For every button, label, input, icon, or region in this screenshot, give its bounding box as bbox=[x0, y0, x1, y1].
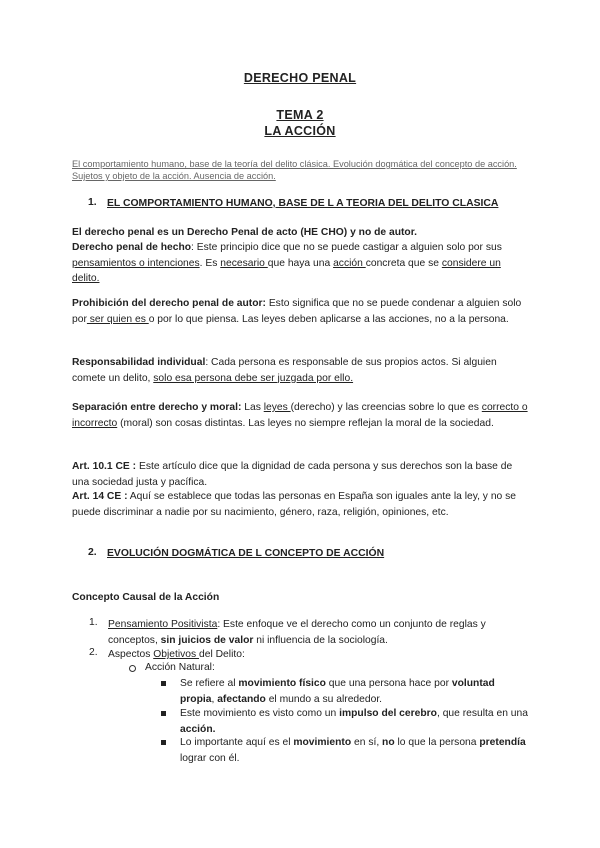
bullet-impulso-cerebro: Este movimiento es visto como un impulso del cerebro, que resulta en una acción. bbox=[180, 708, 528, 735]
term-label: Responsabilidad individual bbox=[72, 357, 206, 368]
term-label: Prohibición del derecho penal de autor: bbox=[72, 298, 266, 309]
section-2-subheading: Concepto Causal de la Acción bbox=[72, 592, 220, 603]
paragraph-derecho-hecho: Derecho penal de hecho: Este principio dice que no se puede castigar a alguien solo por sus pensamientos o intenciones. Es necesario que haya una acción concreta que se considere un delito. bbox=[72, 242, 502, 284]
section-2-number: 2. bbox=[88, 547, 97, 558]
paragraph-art-10: Art. 10.1 CE : Este artículo dice que la dignidad de cada persona y sus derechos son la base de una sociedad justa y pacífica. bbox=[72, 461, 513, 488]
document-title: DERECHO PENAL bbox=[243, 71, 357, 85]
square-bullet-icon bbox=[161, 740, 166, 745]
sub-item-accion-natural: Acción Natural: bbox=[145, 662, 215, 673]
paragraph-art-14: Art. 14 CE : Aquí se establece que todas las personas en España son iguales ante la ley, y no se puede discriminar a nadie por su nacimiento, género, raza, religión, opiniones, etc. bbox=[72, 491, 517, 518]
list-item-aspectos-objetivos: Aspectos Objetivos del Delito: bbox=[108, 649, 245, 660]
section-1-number: 1. bbox=[88, 197, 97, 208]
tema-subtitle: LA ACCIÓN bbox=[264, 124, 336, 138]
section-1-lead: El derecho penal es un Derecho Penal de acto (HE CHO) y no de autor. bbox=[72, 227, 418, 238]
list-item-positivismo: Pensamiento Positivista: Este enfoque ve el derecho como un conjunto de reglas y conceptos, sin juicios de valor ni influencia de la sociología. bbox=[108, 619, 486, 646]
section-1-heading: EL COMPORTAMIENTO HUMANO, BASE DE L A TEORIA DEL DELITO CLASICA bbox=[107, 198, 499, 209]
list-number-2: 2. bbox=[89, 647, 98, 658]
paragraph-responsabilidad: Responsabilidad individual: Cada persona es responsable de sus propios actos. Si alguien comete un delito, solo esa persona debe ser juzgada por ello. bbox=[72, 357, 497, 384]
term-label: Derecho penal de hecho bbox=[72, 242, 192, 253]
bullet-movimiento-importante: Lo importante aquí es el movimiento en sí, no lo que la persona pretendía lograr con él. bbox=[180, 737, 526, 764]
paragraph-separacion: Separación entre derecho y moral: Las leyes (derecho) y las creencias sobre lo que es correcto o incorrecto (moral) son cosas distintas. Las leyes no siempre reflejan la moral de la sociedad. bbox=[72, 402, 528, 429]
term-label: Separación entre derecho y moral: bbox=[72, 402, 242, 413]
tema-label: TEMA 2 bbox=[276, 108, 324, 122]
term-label: Art. 10.1 CE : bbox=[72, 461, 137, 472]
square-bullet-icon bbox=[161, 711, 166, 716]
square-bullet-icon bbox=[161, 681, 166, 686]
circle-bullet-icon bbox=[129, 665, 136, 672]
list-number-1: 1. bbox=[89, 617, 98, 628]
term-label: Art. 14 CE : bbox=[72, 491, 128, 502]
section-2-heading: EVOLUCIÓN DOGMÁTICA DE L CONCEPTO DE ACCIÓN bbox=[107, 548, 385, 559]
paragraph-derecho-autor: Prohibición del derecho penal de autor: Esto significa que no se puede condenar a alguien solo por ser quien es o por lo que piensa. Las leyes deben aplicarse a las acciones, no a la persona. bbox=[72, 298, 522, 325]
intro-summary: El comportamiento humano, base de la teoría del delito clásica. Evolución dogmática del concepto de acción. Sujetos y objeto de la acción. Ausencia de acción. bbox=[72, 159, 517, 181]
bullet-movimiento-fisico: Se refiere al movimiento físico que una persona hace por voluntad propia, afectando el mundo a su alrededor. bbox=[180, 678, 495, 705]
